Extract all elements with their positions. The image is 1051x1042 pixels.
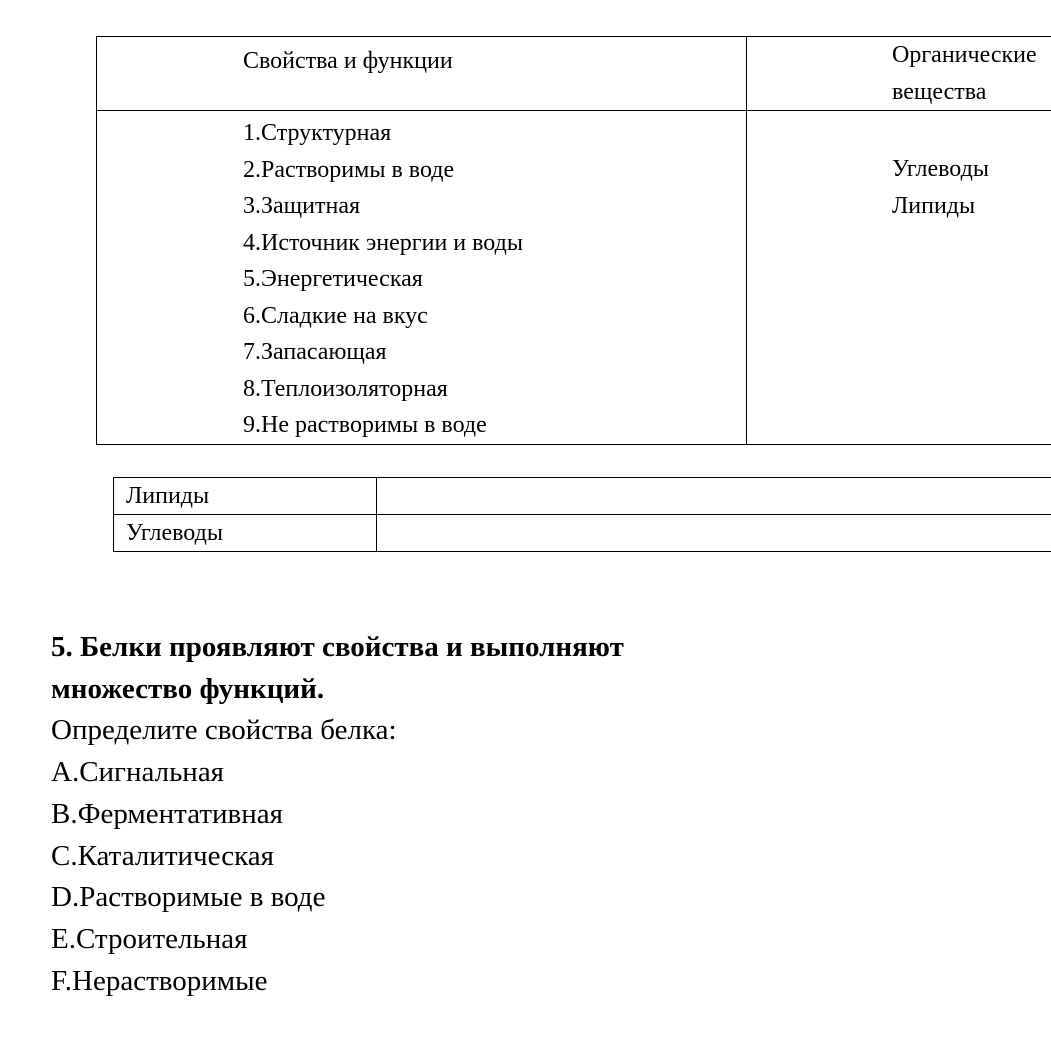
header-properties-text: Свойства и функции [243, 48, 453, 74]
property-item: 8.Теплоизоляторная [243, 375, 448, 402]
property-item: 1.Структурная [243, 120, 392, 146]
property-item: 2.Растворимы в воде [243, 156, 455, 183]
header-cell-properties [97, 37, 747, 111]
option-item: C.Каталитическая [51, 839, 274, 872]
question-5-heading: 5. Белки проявляют свойства и выполняют множество функций. [51, 631, 624, 705]
property-item: 7.Запасающая [243, 339, 387, 365]
question-5-options [51, 752, 751, 1002]
organic-substances-cell [747, 111, 1051, 445]
property-item: 5.Энергетическая [243, 266, 423, 292]
organic-substances-list [747, 111, 1051, 224]
header-organic-line1: Органические [892, 42, 1037, 68]
option-item: A.Сигнальная [51, 756, 225, 789]
answer-table [113, 477, 1051, 552]
question-5-section [51, 627, 751, 1002]
answer-label-lipids: Липиды [114, 478, 377, 515]
option-item: F.Нерастворимые [51, 964, 268, 997]
organic-substance-item: Углеводы [892, 156, 989, 182]
property-item: 4.Источник энергии и воды [243, 229, 523, 256]
answer-value-lipids [377, 478, 1051, 515]
answer-value-carbohydrates [377, 515, 1051, 552]
option-item: D.Растворимые в воде [51, 881, 326, 914]
question-5-instruction: Определите свойства белка: [51, 714, 397, 747]
header-cell-organic [747, 37, 1051, 111]
properties-list-cell [97, 111, 747, 445]
option-item: B.Ферментативная [51, 797, 283, 830]
properties-table [96, 36, 1051, 445]
properties-list [97, 111, 746, 444]
organic-substance-item: Липиды [892, 192, 976, 219]
property-item: 3.Защитная [243, 193, 361, 219]
properties-table-body-row [97, 111, 1051, 445]
answer-label-carbohydrates: Углеводы [114, 515, 377, 552]
property-item: 9.Не растворимы в воде [243, 412, 487, 438]
property-item: 6.Сладкие на вкус [243, 302, 428, 329]
answer-row-lipids [114, 478, 1051, 515]
header-organic-line2: вещества [892, 78, 987, 105]
properties-table-header-row [97, 37, 1051, 111]
answer-row-carbohydrates [114, 515, 1051, 552]
option-item: E.Строительная [51, 922, 248, 955]
